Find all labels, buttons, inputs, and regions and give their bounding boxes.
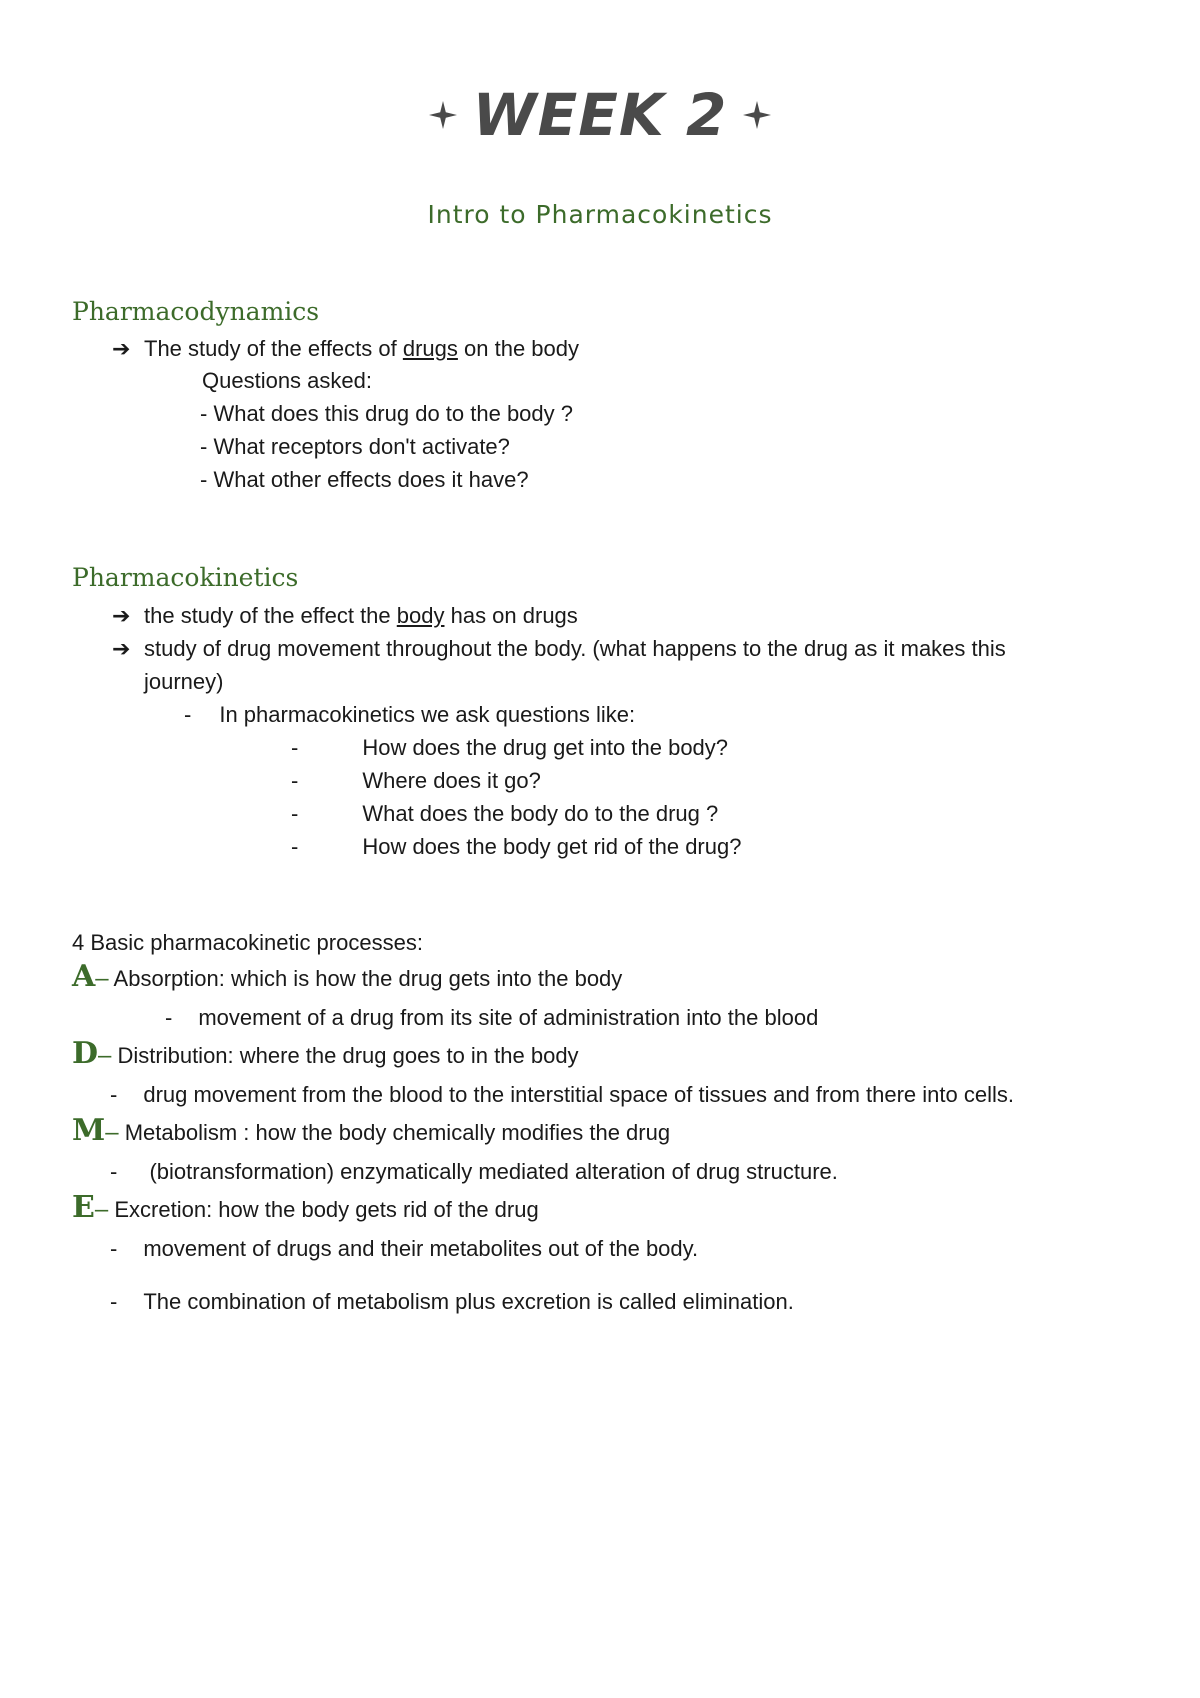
list-item: - Where does it go? [291,768,541,793]
sparkle-icon [743,101,771,129]
list-item: - What does the body do to the drug ? [291,801,719,826]
list-item: - drug movement from the blood to the interstitial space of tissues and from there into cells. [110,1082,1014,1107]
section-heading-pharmacokinetics: Pharmacokinetics [72,563,299,592]
arrow-icon: ➔ [112,636,131,661]
sparkle-icon [429,101,457,129]
page-title: WEEK 2 [472,81,728,149]
list-item: - movement of drugs and their metabolites out of the body. [110,1236,699,1261]
list-item: - The combination of metabolism plus excretion is called elimination. [110,1289,794,1314]
list-item: ➔ The study of the effects of drugs on the body [112,334,579,364]
list-item: ➔ the study of the effect the body has on drugs [112,601,578,631]
list-item: - (biotransformation) enzymatically mediated alteration of drug structure. [110,1159,838,1184]
list-item: - movement of a drug from its site of administration into the blood [165,1005,819,1030]
list-item: - What receptors don't activate? [200,434,510,459]
arrow-icon: ➔ [112,603,131,628]
page-title-row [0,80,1200,150]
list-item: - What does this drug do to the body ? [200,401,574,426]
list-item: - How does the body get rid of the drug? [291,834,742,859]
arrow-icon: ➔ [112,336,131,361]
section-heading-pharmacodynamics: Pharmacodynamics [72,297,320,326]
process-absorption: A– Absorption: which is how the drug gets into the body [72,959,623,994]
process-excretion: E– Excretion: how the body gets rid of the drug [72,1190,539,1225]
page-subtitle: Intro to Pharmacokinetics [427,200,773,229]
list-item: - How does the drug get into the body? [291,735,729,760]
process-metabolism: M– Metabolism : how the body chemically modifies the drug [72,1113,671,1148]
process-letter: D [72,1036,99,1071]
process-letter: M [72,1113,106,1148]
process-distribution: D– Distribution: where the drug goes to in the body [72,1036,579,1071]
list-item: - In pharmacokinetics we ask questions like: [184,702,636,727]
processes-intro: 4 Basic pharmacokinetic processes: [72,930,423,955]
process-letter: A [72,959,96,994]
list-item: - What other effects does it have? [200,467,529,492]
list-item-continuation: journey) [144,669,224,694]
list-item: ➔ study of drug movement throughout the body. (what happens to the drug as it makes this [112,634,1006,664]
questions-label: Questions asked: [202,368,372,393]
process-letter: E [72,1190,95,1225]
